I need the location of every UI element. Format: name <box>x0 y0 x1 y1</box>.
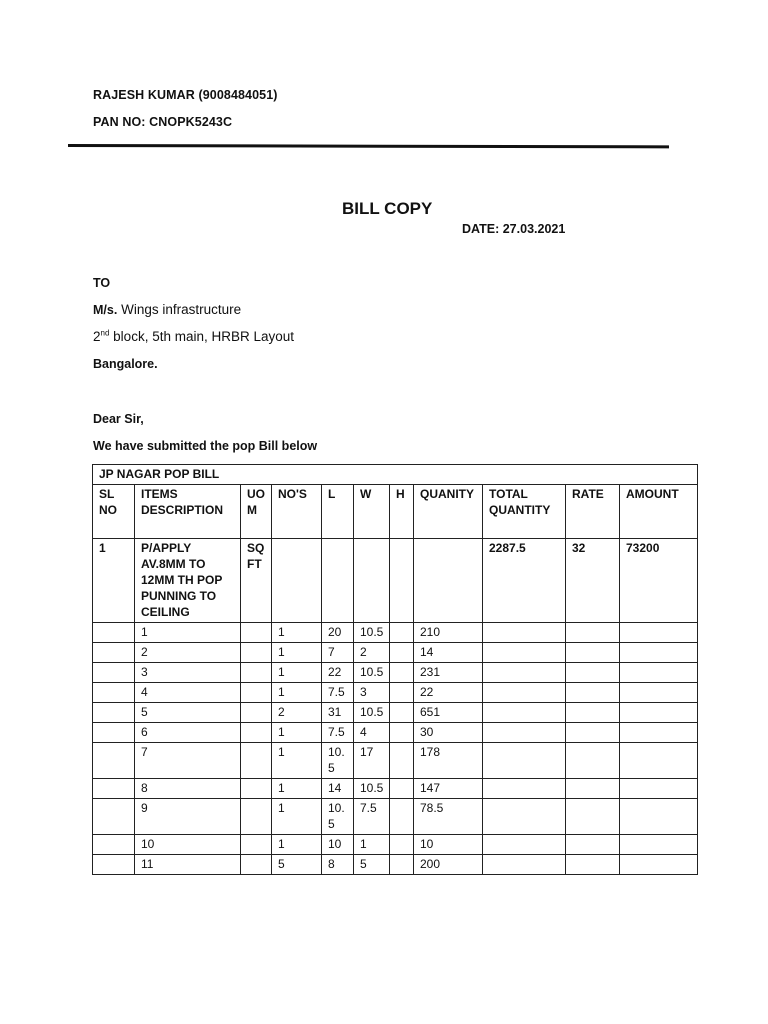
cell-total-quantity <box>483 799 566 835</box>
cell-amount <box>620 683 698 703</box>
cell-nos: 1 <box>272 835 322 855</box>
cell-sl <box>93 663 135 683</box>
cell-w: 3 <box>354 683 390 703</box>
cell-uom <box>241 743 272 779</box>
recipient-company: Wings infrastructure <box>121 302 242 317</box>
cell-total-quantity <box>483 779 566 799</box>
cell-total-quantity <box>483 683 566 703</box>
recipient-city: Bangalore. <box>93 357 158 371</box>
header-rate: RATE <box>566 485 620 539</box>
cell-l: 22 <box>322 663 354 683</box>
cell-uom <box>241 835 272 855</box>
cell-uom <box>241 623 272 643</box>
cell-total-quantity <box>483 663 566 683</box>
cell-total-quantity <box>483 835 566 855</box>
cell-sl <box>93 683 135 703</box>
cell-rate <box>566 779 620 799</box>
cell-w: 17 <box>354 743 390 779</box>
cell-item: 7 <box>135 743 241 779</box>
header-nos: NO'S <box>272 485 322 539</box>
cell-w: 10.5 <box>354 663 390 683</box>
table-row <box>93 855 698 875</box>
document-date: DATE: 27.03.2021 <box>462 222 566 236</box>
cell-rate <box>566 683 620 703</box>
block-number: 2 <box>93 329 101 344</box>
ms-label: M/s. <box>93 303 118 317</box>
cell-rate <box>566 855 620 875</box>
table-row <box>93 835 698 855</box>
cell-h <box>390 703 414 723</box>
recipient-address <box>93 329 294 344</box>
cell-h <box>390 683 414 703</box>
header-divider <box>68 144 669 148</box>
cell-quanity: 30 <box>414 723 483 743</box>
cell-l: 10.5 <box>322 743 354 779</box>
main-item-qty <box>414 539 483 623</box>
cell-quanity: 651 <box>414 703 483 723</box>
cell-quanity: 147 <box>414 779 483 799</box>
header-h: H <box>390 485 414 539</box>
cell-total-quantity <box>483 723 566 743</box>
cell-rate <box>566 703 620 723</box>
cell-h <box>390 799 414 835</box>
header-amount: AMOUNT <box>620 485 698 539</box>
main-item-total-quantity: 2287.5 <box>483 539 566 623</box>
main-item-nos <box>272 539 322 623</box>
table-row <box>93 743 698 779</box>
main-item-rate: 32 <box>566 539 620 623</box>
table-row <box>93 623 698 643</box>
cell-quanity: 14 <box>414 643 483 663</box>
cell-item: 10 <box>135 835 241 855</box>
table-row <box>93 643 698 663</box>
intro-text: We have submitted the pop Bill below <box>93 439 318 453</box>
cell-nos: 1 <box>272 799 322 835</box>
cell-w: 1 <box>354 835 390 855</box>
cell-l: 10 <box>322 835 354 855</box>
cell-rate <box>566 663 620 683</box>
cell-quanity: 178 <box>414 743 483 779</box>
cell-sl <box>93 643 135 663</box>
cell-l: 31 <box>322 703 354 723</box>
table-caption-row <box>93 465 698 485</box>
cell-l: 10.5 <box>322 799 354 835</box>
cell-sl <box>93 855 135 875</box>
sender-pan: PAN NO: CNOPK5243C <box>93 115 233 129</box>
cell-rate <box>566 643 620 663</box>
cell-item: 2 <box>135 643 241 663</box>
cell-item: 8 <box>135 779 241 799</box>
table-row <box>93 723 698 743</box>
cell-h <box>390 663 414 683</box>
cell-total-quantity <box>483 743 566 779</box>
document-title: BILL COPY <box>342 199 433 218</box>
cell-w: 2 <box>354 643 390 663</box>
header-quanity: QUANITY <box>414 485 483 539</box>
recipient-company-line <box>93 302 241 317</box>
cell-sl <box>93 623 135 643</box>
cell-total-quantity <box>483 623 566 643</box>
cell-uom <box>241 799 272 835</box>
cell-h <box>390 835 414 855</box>
cell-sl <box>93 743 135 779</box>
cell-rate <box>566 799 620 835</box>
main-item-row <box>93 539 698 623</box>
table-row <box>93 779 698 799</box>
header-l: L <box>322 485 354 539</box>
cell-amount <box>620 623 698 643</box>
cell-h <box>390 723 414 743</box>
table-row <box>93 703 698 723</box>
cell-amount <box>620 703 698 723</box>
cell-quanity: 200 <box>414 855 483 875</box>
cell-amount <box>620 663 698 683</box>
main-item-l <box>322 539 354 623</box>
cell-uom <box>241 663 272 683</box>
cell-uom <box>241 855 272 875</box>
table-row <box>93 663 698 683</box>
header-total-quantity: TOTAL QUANTITY <box>483 485 566 539</box>
cell-h <box>390 743 414 779</box>
cell-item: 1 <box>135 623 241 643</box>
header-uom: UOM <box>241 485 272 539</box>
cell-nos: 1 <box>272 723 322 743</box>
cell-l: 7.5 <box>322 683 354 703</box>
cell-total-quantity <box>483 855 566 875</box>
main-item-uom: SQ FT <box>241 539 272 623</box>
cell-uom <box>241 643 272 663</box>
cell-quanity: 210 <box>414 623 483 643</box>
cell-uom <box>241 683 272 703</box>
cell-sl <box>93 835 135 855</box>
cell-sl <box>93 703 135 723</box>
cell-nos: 1 <box>272 683 322 703</box>
cell-l: 7.5 <box>322 723 354 743</box>
cell-nos: 1 <box>272 779 322 799</box>
cell-item: 6 <box>135 723 241 743</box>
cell-total-quantity <box>483 703 566 723</box>
cell-l: 14 <box>322 779 354 799</box>
cell-rate <box>566 743 620 779</box>
cell-w: 10.5 <box>354 779 390 799</box>
cell-l: 20 <box>322 623 354 643</box>
cell-item: 11 <box>135 855 241 875</box>
cell-nos: 1 <box>272 623 322 643</box>
bill-table <box>92 464 698 875</box>
block-ordinal: nd <box>100 328 110 338</box>
table-caption: JP NAGAR POP BILL <box>93 465 698 485</box>
cell-h <box>390 855 414 875</box>
cell-amount <box>620 643 698 663</box>
cell-l: 8 <box>322 855 354 875</box>
cell-h <box>390 623 414 643</box>
cell-item: 5 <box>135 703 241 723</box>
cell-amount <box>620 799 698 835</box>
cell-total-quantity <box>483 643 566 663</box>
header-items-description: ITEMS DESCRIPTION <box>135 485 241 539</box>
cell-quanity: 231 <box>414 663 483 683</box>
cell-l: 7 <box>322 643 354 663</box>
cell-sl <box>93 779 135 799</box>
cell-nos: 1 <box>272 743 322 779</box>
cell-uom <box>241 703 272 723</box>
cell-w: 4 <box>354 723 390 743</box>
cell-nos: 5 <box>272 855 322 875</box>
main-item-sl: 1 <box>93 539 135 623</box>
cell-amount <box>620 855 698 875</box>
cell-item: 9 <box>135 799 241 835</box>
cell-uom <box>241 779 272 799</box>
header-w: W <box>354 485 390 539</box>
header-sl-no: SL NO <box>93 485 135 539</box>
cell-sl <box>93 799 135 835</box>
address-rest: block, 5th main, HRBR Layout <box>109 329 295 344</box>
cell-h <box>390 779 414 799</box>
cell-amount <box>620 743 698 779</box>
cell-quanity: 10 <box>414 835 483 855</box>
salutation: Dear Sir, <box>93 412 144 426</box>
cell-amount <box>620 835 698 855</box>
sender-name: RAJESH KUMAR (9008484051) <box>93 88 278 102</box>
cell-h <box>390 643 414 663</box>
cell-amount <box>620 723 698 743</box>
cell-w: 10.5 <box>354 703 390 723</box>
main-item-h <box>390 539 414 623</box>
cell-rate <box>566 835 620 855</box>
cell-w: 7.5 <box>354 799 390 835</box>
cell-w: 10.5 <box>354 623 390 643</box>
cell-quanity: 78.5 <box>414 799 483 835</box>
table-row <box>93 683 698 703</box>
table-row <box>93 799 698 835</box>
cell-nos: 1 <box>272 643 322 663</box>
main-item-amount: 73200 <box>620 539 698 623</box>
to-label: TO <box>93 276 111 290</box>
cell-nos: 2 <box>272 703 322 723</box>
main-item-description: P/APPLY AV.8MM TO 12MM TH POP PUNNING TO CEILING <box>135 539 241 623</box>
cell-item: 4 <box>135 683 241 703</box>
cell-nos: 1 <box>272 663 322 683</box>
cell-sl <box>93 723 135 743</box>
cell-rate <box>566 623 620 643</box>
cell-uom <box>241 723 272 743</box>
cell-rate <box>566 723 620 743</box>
cell-amount <box>620 779 698 799</box>
cell-w: 5 <box>354 855 390 875</box>
cell-quanity: 22 <box>414 683 483 703</box>
cell-item: 3 <box>135 663 241 683</box>
main-item-w <box>354 539 390 623</box>
table-header-row <box>93 485 698 539</box>
